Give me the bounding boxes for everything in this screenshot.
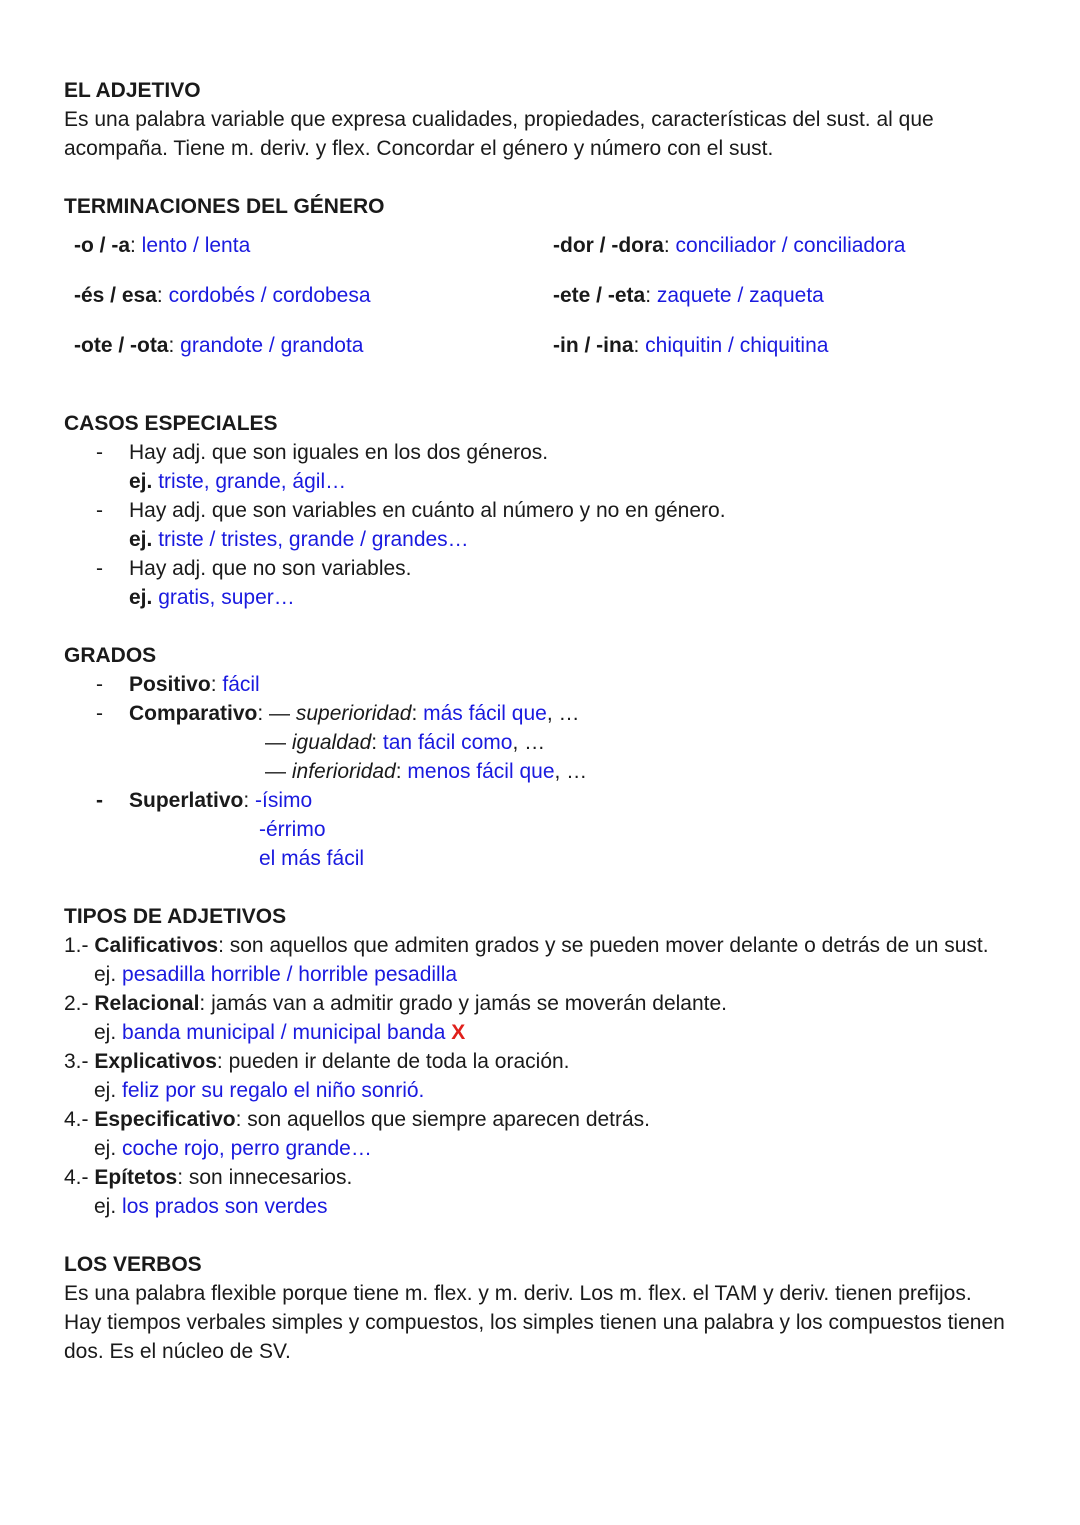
genero-term: -o / -a <box>74 234 130 257</box>
tipo-example-text: pesadilla horrible / horrible pesadilla <box>122 963 458 986</box>
verbos-paragraph: Es una palabra flexible porque tiene m. flex. y m. deriv. Los m. flex. el TAM y deriv. tienen prefijos. Hay tiempos verbales simples y compuestos, los simples tienen una palabra y los compuestos tienen dos. Es el núcleo de SV. <box>64 1282 1005 1363</box>
list-dash: - <box>96 789 103 812</box>
comparativo-tail: , … <box>554 760 588 783</box>
tipos-heading: TIPOS DE ADJETIVOS <box>64 905 287 928</box>
casos-item <box>64 496 1044 525</box>
grado-label: Positivo <box>129 673 211 696</box>
casos-text: Hay adj. que son iguales en los dos géneros. <box>129 441 549 464</box>
verbos-heading: LOS VERBOS <box>64 1253 202 1276</box>
tipo-name: Epítetos <box>94 1166 178 1189</box>
tipo-desc: : son aquellos que admiten grados y se pueden mover delante o detrás de un sust. <box>218 934 989 957</box>
casos-text: Hay adj. que no son variables. <box>129 557 412 580</box>
tipo-example-text: feliz por su regalo el niño sonrió. <box>122 1079 425 1102</box>
list-dash: - <box>96 441 103 464</box>
adjetivo-heading: EL ADJETIVO <box>64 79 201 102</box>
genero-example: conciliador / conciliadora <box>675 234 906 257</box>
ej-label: ej. <box>94 1137 117 1160</box>
tipo-example <box>64 1018 1044 1047</box>
casos-example <box>64 525 1044 554</box>
tipos-list <box>64 931 1044 1221</box>
casos-item <box>64 554 1044 583</box>
casos-example <box>64 583 1044 612</box>
tipo-item <box>64 1105 1044 1134</box>
genero-heading: TERMINACIONES DEL GÉNERO <box>64 195 385 218</box>
genero-example: grandote / grandota <box>180 334 364 357</box>
tipo-number: 4.- <box>64 1166 89 1189</box>
tipo-desc: : pueden ir delante de toda la oración. <box>216 1050 570 1073</box>
superlativo-form: -ísimo <box>255 789 313 812</box>
genero-term: -in / -ina <box>553 334 634 357</box>
casos-item <box>64 438 1044 467</box>
genero-item: -dor / -dora: conciliador / conciliadora <box>553 234 906 257</box>
em-dash: — <box>269 702 291 725</box>
tipo-item <box>64 931 1044 960</box>
genero-table <box>64 231 1044 381</box>
comparativo-example: tan fácil como <box>382 731 513 754</box>
grado-example: fácil <box>222 673 260 696</box>
grados-list <box>64 670 1044 873</box>
ej-label: ej. <box>94 1079 117 1102</box>
casos-example-text: gratis, super… <box>158 586 295 609</box>
comparativo-tail: , … <box>546 702 580 725</box>
tipo-number: 2.- <box>64 992 89 1015</box>
comparativo-kind: superioridad <box>295 702 412 725</box>
genero-example: cordobés / cordobesa <box>168 284 371 307</box>
genero-item: -ote / -ota: grandote / grandota <box>74 334 364 357</box>
comparativo-row: — inferioridad: menos fácil que, … <box>265 760 588 783</box>
casos-example <box>64 467 1044 496</box>
casos-text: Hay adj. que son variables en cuánto al número y no en género. <box>129 499 726 522</box>
tipo-number: 1.- <box>64 934 89 957</box>
tipo-example <box>64 960 1044 989</box>
tipo-name: Relacional <box>94 992 200 1015</box>
grado-label: Comparativo <box>129 702 258 725</box>
tipo-example <box>64 1076 1044 1105</box>
ej-label: ej. <box>129 528 153 551</box>
list-dash: - <box>96 702 103 725</box>
document-page <box>64 76 1044 1366</box>
tipo-item <box>64 1047 1044 1076</box>
genero-term: -és / esa <box>74 284 157 307</box>
comparativo-tail: , … <box>512 731 546 754</box>
ej-label: ej. <box>129 470 153 493</box>
casos-example-text: triste, grande, ágil… <box>158 470 347 493</box>
genero-item: -és / esa: cordobés / cordobesa <box>74 284 371 307</box>
comparativo-example: más fácil que <box>423 702 547 725</box>
tipo-item <box>64 989 1044 1018</box>
superlativo-form: el más fácil <box>259 847 365 870</box>
genero-term: -ete / -eta <box>553 284 646 307</box>
tipo-number: 4.- <box>64 1108 89 1131</box>
tipo-desc: : son innecesarios. <box>177 1166 353 1189</box>
genero-item: -o / -a: lento / lenta <box>74 234 251 257</box>
grado-label: Superlativo <box>129 789 244 812</box>
tipo-number: 3.- <box>64 1050 89 1073</box>
incorrect-mark: X <box>451 1021 466 1044</box>
em-dash: — <box>265 760 286 783</box>
superlativo-form: -érrimo <box>259 818 326 841</box>
genero-item: -ete / -eta: zaquete / zaqueta <box>553 284 824 307</box>
comparativo-kind: inferioridad <box>291 760 396 783</box>
genero-example: zaquete / zaqueta <box>656 284 824 307</box>
tipo-example-text: coche rojo, perro grande… <box>122 1137 372 1160</box>
list-dash: - <box>96 673 103 696</box>
tipo-example <box>64 1134 1044 1163</box>
tipo-desc: : jamás van a admitir grado y jamás se moverán delante. <box>199 992 727 1015</box>
list-dash: - <box>96 557 103 580</box>
tipo-item <box>64 1163 1044 1192</box>
grado-positivo: - Positivo: fácil <box>64 670 1044 699</box>
tipo-example <box>64 1192 1044 1221</box>
adjetivo-paragraph: Es una palabra variable que expresa cualidades, propiedades, características del sust. al que acompaña. Tiene m. deriv. y flex. Concordar el género y número con el sust. <box>64 108 934 160</box>
genero-example: lento / lenta <box>141 234 251 257</box>
genero-item: -in / -ina: chiquitin / chiquitina <box>553 334 829 357</box>
casos-heading: CASOS ESPECIALES <box>64 412 278 435</box>
ej-label: ej. <box>94 1021 117 1044</box>
ej-label: ej. <box>94 1195 117 1218</box>
tipo-name: Especificativo <box>94 1108 236 1131</box>
comparativo-row: — igualdad: tan fácil como, … <box>265 731 546 754</box>
grado-comparativo: - Comparativo: — superioridad: más fácil que, … <box>64 699 1044 728</box>
list-dash: - <box>96 499 103 522</box>
casos-example-text: triste / tristes, grande / grandes… <box>158 528 469 551</box>
tipo-example-text: banda municipal / municipal banda <box>122 1021 446 1044</box>
genero-term: -ote / -ota <box>74 334 169 357</box>
tipo-name: Explicativos <box>94 1050 217 1073</box>
tipo-example-text: los prados son verdes <box>122 1195 328 1218</box>
tipo-name: Calificativos <box>94 934 219 957</box>
comparativo-example: menos fácil que <box>407 760 555 783</box>
tipo-desc: : son aquellos que siempre aparecen detrás. <box>235 1108 651 1131</box>
ej-label: ej. <box>129 586 153 609</box>
grado-superlativo: - Superlativo: -ísimo <box>64 786 1044 815</box>
comparativo-kind: igualdad <box>291 731 372 754</box>
genero-term: -dor / -dora <box>553 234 664 257</box>
ej-label: ej. <box>94 963 117 986</box>
casos-list <box>64 438 1044 612</box>
grados-heading: GRADOS <box>64 644 157 667</box>
em-dash: — <box>265 731 286 754</box>
genero-example: chiquitin / chiquitina <box>645 334 829 357</box>
